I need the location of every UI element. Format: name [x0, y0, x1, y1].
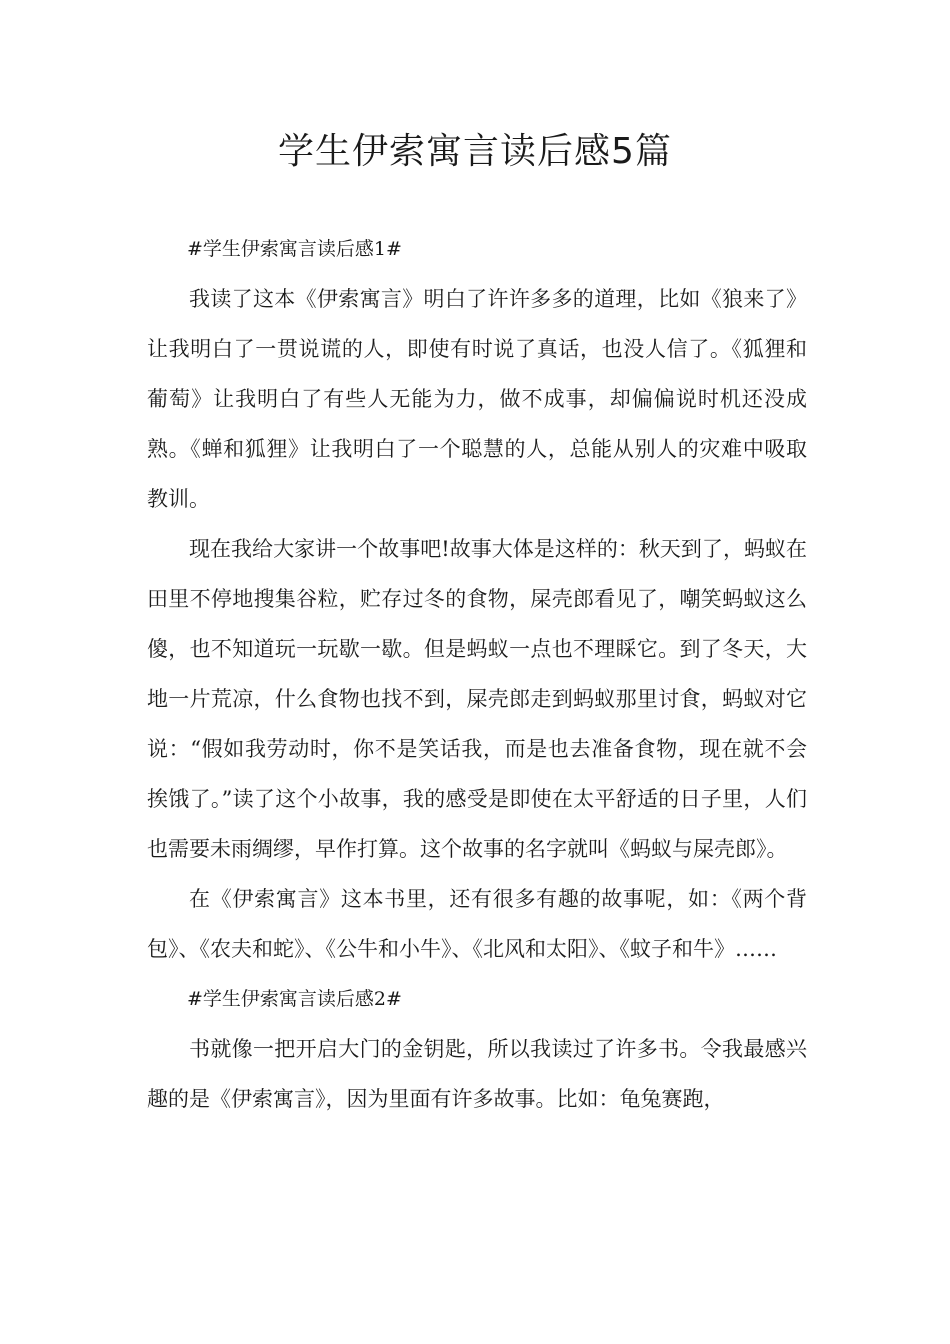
section-1 [147, 224, 807, 974]
paragraph: 我读了这本《伊索寓言》明白了许许多多的道理，比如《狼来了》让我明白了一贯说谎的人，即使有时说了真话，也没人信了。《狐狸和葡萄》让我明白了有些人无能为力，做不成事，却偏偏说时机还没成熟。《蝉和狐狸》让我明白了一个聪慧的人，总能从别人的灾难中吸取教训。 [147, 287, 807, 511]
paragraph: 在《伊索寓言》这本书里，还有很多有趣的故事呢，如：《两个背包》、《农夫和蛇》、《公牛和小牛》、《北风和太阳》、《蚊子和牛》…… [147, 887, 807, 961]
document-title: 学生伊索寓言读后感5篇 [278, 131, 672, 172]
document-body [147, 224, 807, 1124]
section-2 [147, 974, 807, 1124]
section-heading: #学生伊索寓言读后感1# [187, 238, 402, 260]
paragraph: 书就像一把开启大门的金钥匙，所以我读过了许多书。令我最感兴趣的是《伊索寓言》，因为里面有许多故事。比如：龟兔赛跑， [147, 1037, 807, 1111]
section-heading: #学生伊索寓言读后感2# [187, 988, 402, 1010]
paragraph: 现在我给大家讲一个故事吧!故事大体是这样的：秋天到了，蚂蚁在田里不停地搜集谷粒，贮存过冬的食物，屎壳郎看见了，嘲笑蚂蚁这么傻，也不知道玩一玩歇一歇。但是蚂蚁一点也不理睬它。到了冬天，大地一片荒凉，什么食物也找不到，屎壳郎走到蚂蚁那里讨食，蚂蚁对它说：“假如我劳动时，你不是笑话我，而是也去准备食物，现在就不会挨饿了。”读了这个小故事，我的感受是即使在太平舒适的日子里，人们也需要未雨绸缪，早作打算。这个故事的名字就叫《蚂蚁与屎壳郎》。 [147, 537, 807, 861]
